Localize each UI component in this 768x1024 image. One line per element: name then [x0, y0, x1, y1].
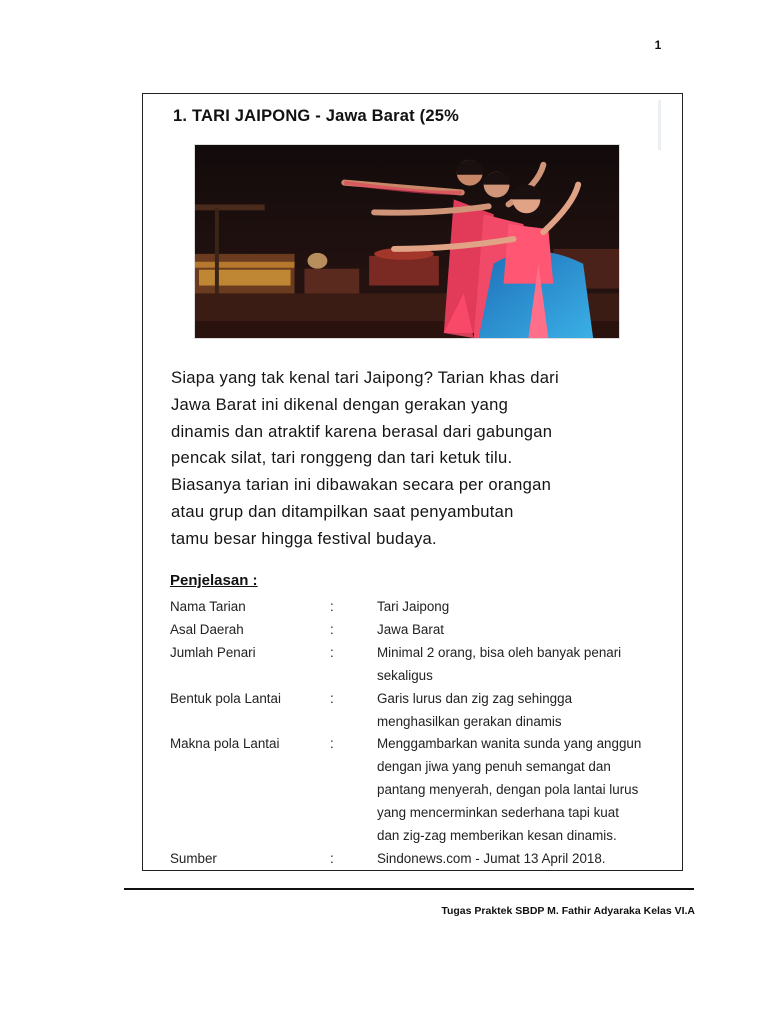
detail-label: Sumber: [170, 850, 217, 866]
content-frame: [142, 93, 683, 871]
detail-value-line: Sindonews.com - Jumat 13 April 2018.: [377, 850, 606, 866]
detail-colon: :: [330, 644, 334, 660]
intro-line: tamu besar hingga festival budaya.: [171, 528, 437, 548]
detail-row-asal-daerah: [170, 619, 680, 642]
explanation-heading: Penjelasan :: [170, 572, 258, 589]
detail-value-line: dan zig-zag memberikan kesan dinamis.: [377, 828, 617, 844]
intro-paragraph: [171, 365, 656, 553]
detail-row-jumlah-penari: [170, 642, 680, 688]
detail-colon: :: [330, 736, 334, 752]
section-title: 1. TARI JAIPONG - Jawa Barat (25%: [173, 107, 459, 125]
detail-row-bentuk-pola-lantai: [170, 688, 680, 734]
detail-value-line: pantang menyerah, dengan pola lantai lurus: [377, 782, 639, 798]
detail-value-line: Tari Jaipong: [377, 599, 450, 614]
detail-value-line: menghasilkan gerakan dinamis: [377, 713, 562, 729]
detail-row-makna-pola-lantai: [170, 733, 680, 848]
detail-value: [377, 848, 677, 871]
detail-value-line: Minimal 2 orang, bisa oleh banyak penari: [377, 644, 622, 660]
jaipong-dancers-photo-icon: [195, 145, 619, 338]
detail-label: Asal Daerah: [170, 621, 244, 637]
detail-label: Makna pola Lantai: [170, 736, 280, 752]
intro-line: atau grup dan ditampilkan saat penyambutan: [171, 501, 514, 521]
detail-value-line: yang mencerminkan sederhana tapi kuat: [377, 805, 619, 821]
detail-row-sumber: [170, 848, 680, 871]
detail-colon: :: [330, 850, 334, 866]
footer-divider: [124, 888, 694, 890]
dance-photo: [194, 144, 620, 339]
detail-value-line: Menggambarkan wanita sunda yang anggun: [377, 736, 642, 752]
title-divider: [658, 100, 661, 150]
detail-colon: :: [330, 599, 334, 614]
detail-value-line: sekaligus: [377, 667, 433, 683]
explanation-table: [170, 596, 680, 871]
detail-value-line: Jawa Barat: [377, 621, 444, 637]
detail-label: Jumlah Penari: [170, 644, 256, 660]
intro-line: dinamis dan atraktif karena berasal dari gabungan: [171, 421, 553, 441]
detail-row-nama-tarian: [170, 596, 680, 619]
detail-value: [377, 733, 677, 848]
intro-line: pencak silat, tari ronggeng dan tari ketuk tilu.: [171, 448, 513, 468]
intro-line: Biasanya tarian ini dibawakan secara per orangan: [171, 475, 552, 495]
footer-text: Tugas Praktek SBDP M. Fathir Adyaraka Kelas VI.A: [441, 905, 695, 917]
detail-value-line: Garis lurus dan zig zag sehingga: [377, 690, 573, 706]
detail-value: [377, 688, 677, 734]
detail-value-line: dengan jiwa yang penuh semangat dan: [377, 759, 611, 775]
detail-value: [377, 619, 677, 642]
detail-value: [377, 642, 677, 688]
detail-label: Nama Tarian: [170, 599, 246, 614]
detail-label: Bentuk pola Lantai: [170, 690, 281, 706]
intro-line: Jawa Barat ini dikenal dengan gerakan yang: [171, 394, 509, 414]
detail-colon: :: [330, 621, 334, 637]
detail-value: [377, 596, 677, 619]
page-number: 1: [654, 38, 662, 52]
detail-colon: :: [330, 690, 334, 706]
intro-line: Siapa yang tak kenal tari Jaipong? Tarian khas dari: [171, 368, 559, 387]
